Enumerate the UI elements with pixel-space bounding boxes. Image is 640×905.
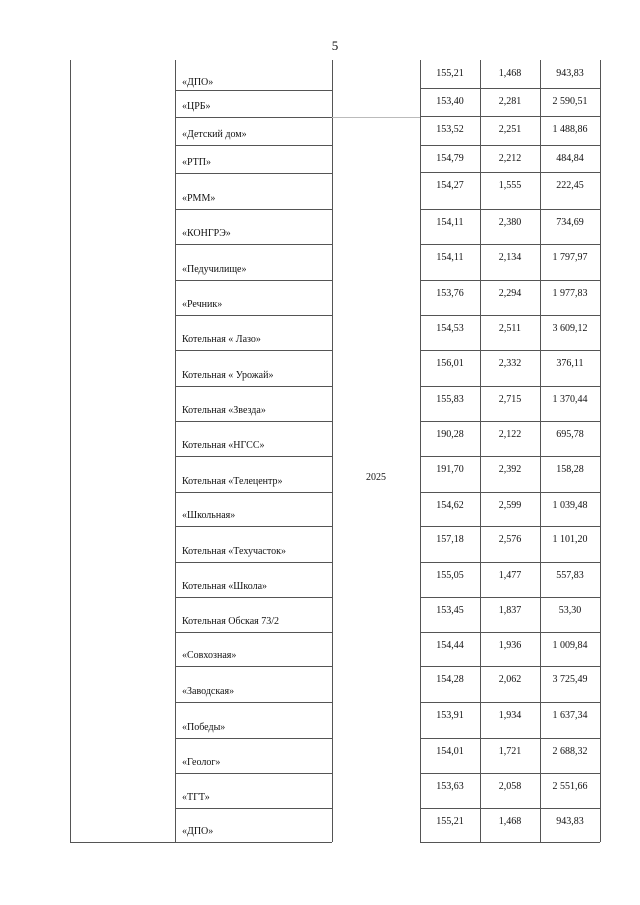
row-value-3: 222,45 xyxy=(556,180,584,191)
row-name: Котельная «Школа» xyxy=(182,581,268,592)
row-value-1: 156,01 xyxy=(436,358,464,369)
row-value-3: 158,28 xyxy=(556,464,584,475)
row-value-1: 191,70 xyxy=(436,464,464,475)
row-name: «ДПО» xyxy=(182,77,214,88)
table-hline xyxy=(175,145,332,146)
row-value-1: 154,11 xyxy=(436,252,464,263)
row-value-3: 2 590,51 xyxy=(552,96,588,107)
row-value-3: 376,11 xyxy=(556,358,584,369)
row-value-2: 2,511 xyxy=(498,323,522,334)
row-value-1: 190,28 xyxy=(436,429,464,440)
row-value-1: 153,40 xyxy=(436,96,464,107)
table-hline xyxy=(175,350,332,351)
row-value-2: 1,936 xyxy=(498,640,522,651)
row-name: «ДПО» xyxy=(182,826,214,837)
table-hline xyxy=(420,244,600,245)
table-hline xyxy=(175,808,332,809)
row-value-3: 1 488,86 xyxy=(552,124,588,135)
row-value-2: 2,058 xyxy=(498,781,522,792)
row-value-2: 2,294 xyxy=(498,288,522,299)
row-name: «ТГТ» xyxy=(182,792,210,803)
row-value-2: 2,062 xyxy=(498,674,522,685)
table-hline xyxy=(420,526,600,527)
table-hline xyxy=(175,173,332,174)
row-value-2: 2,134 xyxy=(498,252,522,263)
table-vline xyxy=(70,60,71,842)
row-name: Котельная «НГСС» xyxy=(182,440,265,451)
row-value-1: 153,76 xyxy=(436,288,464,299)
table-hline xyxy=(175,773,332,774)
row-value-1: 154,11 xyxy=(436,217,464,228)
row-value-3: 484,84 xyxy=(556,153,584,164)
row-value-1: 154,01 xyxy=(436,746,464,757)
row-value-2: 2,212 xyxy=(498,153,522,164)
row-value-3: 2 551,66 xyxy=(552,781,588,792)
table-hline xyxy=(420,172,600,173)
row-value-3: 3 725,49 xyxy=(552,674,588,685)
row-value-3: 734,69 xyxy=(556,217,584,228)
table-vline xyxy=(332,60,333,842)
table-hline xyxy=(420,808,600,809)
table-hline xyxy=(420,145,600,146)
row-value-1: 155,83 xyxy=(436,394,464,405)
row-name: «Речник» xyxy=(182,299,223,310)
table-vline xyxy=(600,60,601,842)
table-vline xyxy=(420,60,421,842)
row-name: «Победы» xyxy=(182,722,226,733)
table-hline xyxy=(175,456,332,457)
table-hline xyxy=(175,666,332,667)
row-value-1: 155,21 xyxy=(436,816,464,827)
row-value-2: 1,934 xyxy=(498,710,522,721)
page-number: 5 xyxy=(331,38,339,53)
row-value-3: 3 609,12 xyxy=(552,323,588,334)
row-name: Котельная Обская 73/2 xyxy=(182,616,280,627)
row-value-1: 157,18 xyxy=(436,534,464,545)
row-value-3: 1 039,48 xyxy=(552,500,588,511)
row-name: «Совхозная» xyxy=(182,650,237,661)
row-name: «Школьная» xyxy=(182,510,236,521)
row-value-1: 154,62 xyxy=(436,500,464,511)
table-hline xyxy=(175,702,332,703)
table-hline xyxy=(175,738,332,739)
row-value-3: 1 637,34 xyxy=(552,710,588,721)
row-value-2: 1,837 xyxy=(498,605,522,616)
table-hline xyxy=(175,209,332,210)
row-value-2: 1,468 xyxy=(498,68,522,79)
table-hline xyxy=(420,280,600,281)
row-value-2: 1,468 xyxy=(498,816,522,827)
table-hline xyxy=(175,117,332,118)
row-value-3: 1 009,84 xyxy=(552,640,588,651)
table-hline xyxy=(70,842,332,843)
table-hline xyxy=(332,117,420,118)
row-value-3: 943,83 xyxy=(556,68,584,79)
table-vline xyxy=(480,60,481,842)
row-name: Котельная « Урожай» xyxy=(182,370,274,381)
row-name: «Детский дом» xyxy=(182,129,247,140)
row-value-3: 1 101,20 xyxy=(552,534,588,545)
table-hline xyxy=(420,492,600,493)
table-hline xyxy=(420,632,600,633)
row-value-1: 154,27 xyxy=(436,180,464,191)
row-value-3: 53,30 xyxy=(558,605,582,616)
row-value-2: 2,380 xyxy=(498,217,522,228)
table-hline xyxy=(175,421,332,422)
row-value-3: 1 370,44 xyxy=(552,394,588,405)
row-value-2: 2,392 xyxy=(498,464,522,475)
row-name: «Геолог» xyxy=(182,757,221,768)
table-hline xyxy=(420,350,600,351)
row-value-3: 1 977,83 xyxy=(552,288,588,299)
table-hline xyxy=(420,597,600,598)
table-hline xyxy=(175,244,332,245)
row-name: Котельная « Лазо» xyxy=(182,334,261,345)
row-value-3: 695,78 xyxy=(556,429,584,440)
table-hline xyxy=(175,526,332,527)
row-value-2: 1,721 xyxy=(498,746,522,757)
row-name: «РТП» xyxy=(182,157,212,168)
row-value-2: 2,122 xyxy=(498,429,522,440)
row-name: «Заводская» xyxy=(182,686,235,697)
year-cell: 2025 xyxy=(366,472,386,483)
row-value-3: 2 688,32 xyxy=(552,746,588,757)
row-value-3: 943,83 xyxy=(556,816,584,827)
row-name: «РММ» xyxy=(182,193,216,204)
row-value-1: 154,28 xyxy=(436,674,464,685)
row-value-3: 557,83 xyxy=(556,570,584,581)
row-value-2: 2,715 xyxy=(498,394,522,405)
row-value-1: 154,53 xyxy=(436,323,464,334)
table-hline xyxy=(175,492,332,493)
row-value-1: 153,91 xyxy=(436,710,464,721)
row-value-1: 155,05 xyxy=(436,570,464,581)
row-name: «ЦРБ» xyxy=(182,101,211,112)
table-hline xyxy=(420,702,600,703)
table-hline xyxy=(420,116,600,117)
table-hline xyxy=(420,773,600,774)
row-value-2: 2,576 xyxy=(498,534,522,545)
table-hline xyxy=(420,666,600,667)
table-hline xyxy=(420,386,600,387)
row-value-2: 1,477 xyxy=(498,570,522,581)
row-name: Котельная «Телецентр» xyxy=(182,476,283,487)
row-value-1: 153,45 xyxy=(436,605,464,616)
row-value-1: 153,52 xyxy=(436,124,464,135)
row-value-1: 153,63 xyxy=(436,781,464,792)
row-value-1: 155,21 xyxy=(436,68,464,79)
table-hline xyxy=(175,562,332,563)
table-hline xyxy=(175,90,332,91)
table-hline xyxy=(420,421,600,422)
table-hline xyxy=(420,842,600,843)
table-hline xyxy=(420,456,600,457)
row-value-1: 154,44 xyxy=(436,640,464,651)
table-hline xyxy=(175,315,332,316)
row-value-2: 1,555 xyxy=(498,180,522,191)
row-value-2: 2,281 xyxy=(498,96,522,107)
table-vline xyxy=(175,60,176,842)
row-value-3: 1 797,97 xyxy=(552,252,588,263)
table-hline xyxy=(420,562,600,563)
table-hline xyxy=(420,738,600,739)
row-name: Котельная «Звезда» xyxy=(182,405,266,416)
table-hline xyxy=(175,597,332,598)
table-hline xyxy=(175,280,332,281)
table-hline xyxy=(420,315,600,316)
table-hline xyxy=(420,88,600,89)
row-name: Котельная «Техучасток» xyxy=(182,546,286,557)
row-value-1: 154,79 xyxy=(436,153,464,164)
row-name: «Педучилище» xyxy=(182,264,247,275)
row-value-2: 2,599 xyxy=(498,500,522,511)
table-vline xyxy=(540,60,541,842)
row-value-2: 2,332 xyxy=(498,358,522,369)
row-name: «КОНГРЭ» xyxy=(182,228,231,239)
table-hline xyxy=(175,632,332,633)
row-value-2: 2,251 xyxy=(498,124,522,135)
table-hline xyxy=(175,386,332,387)
table-hline xyxy=(420,209,600,210)
